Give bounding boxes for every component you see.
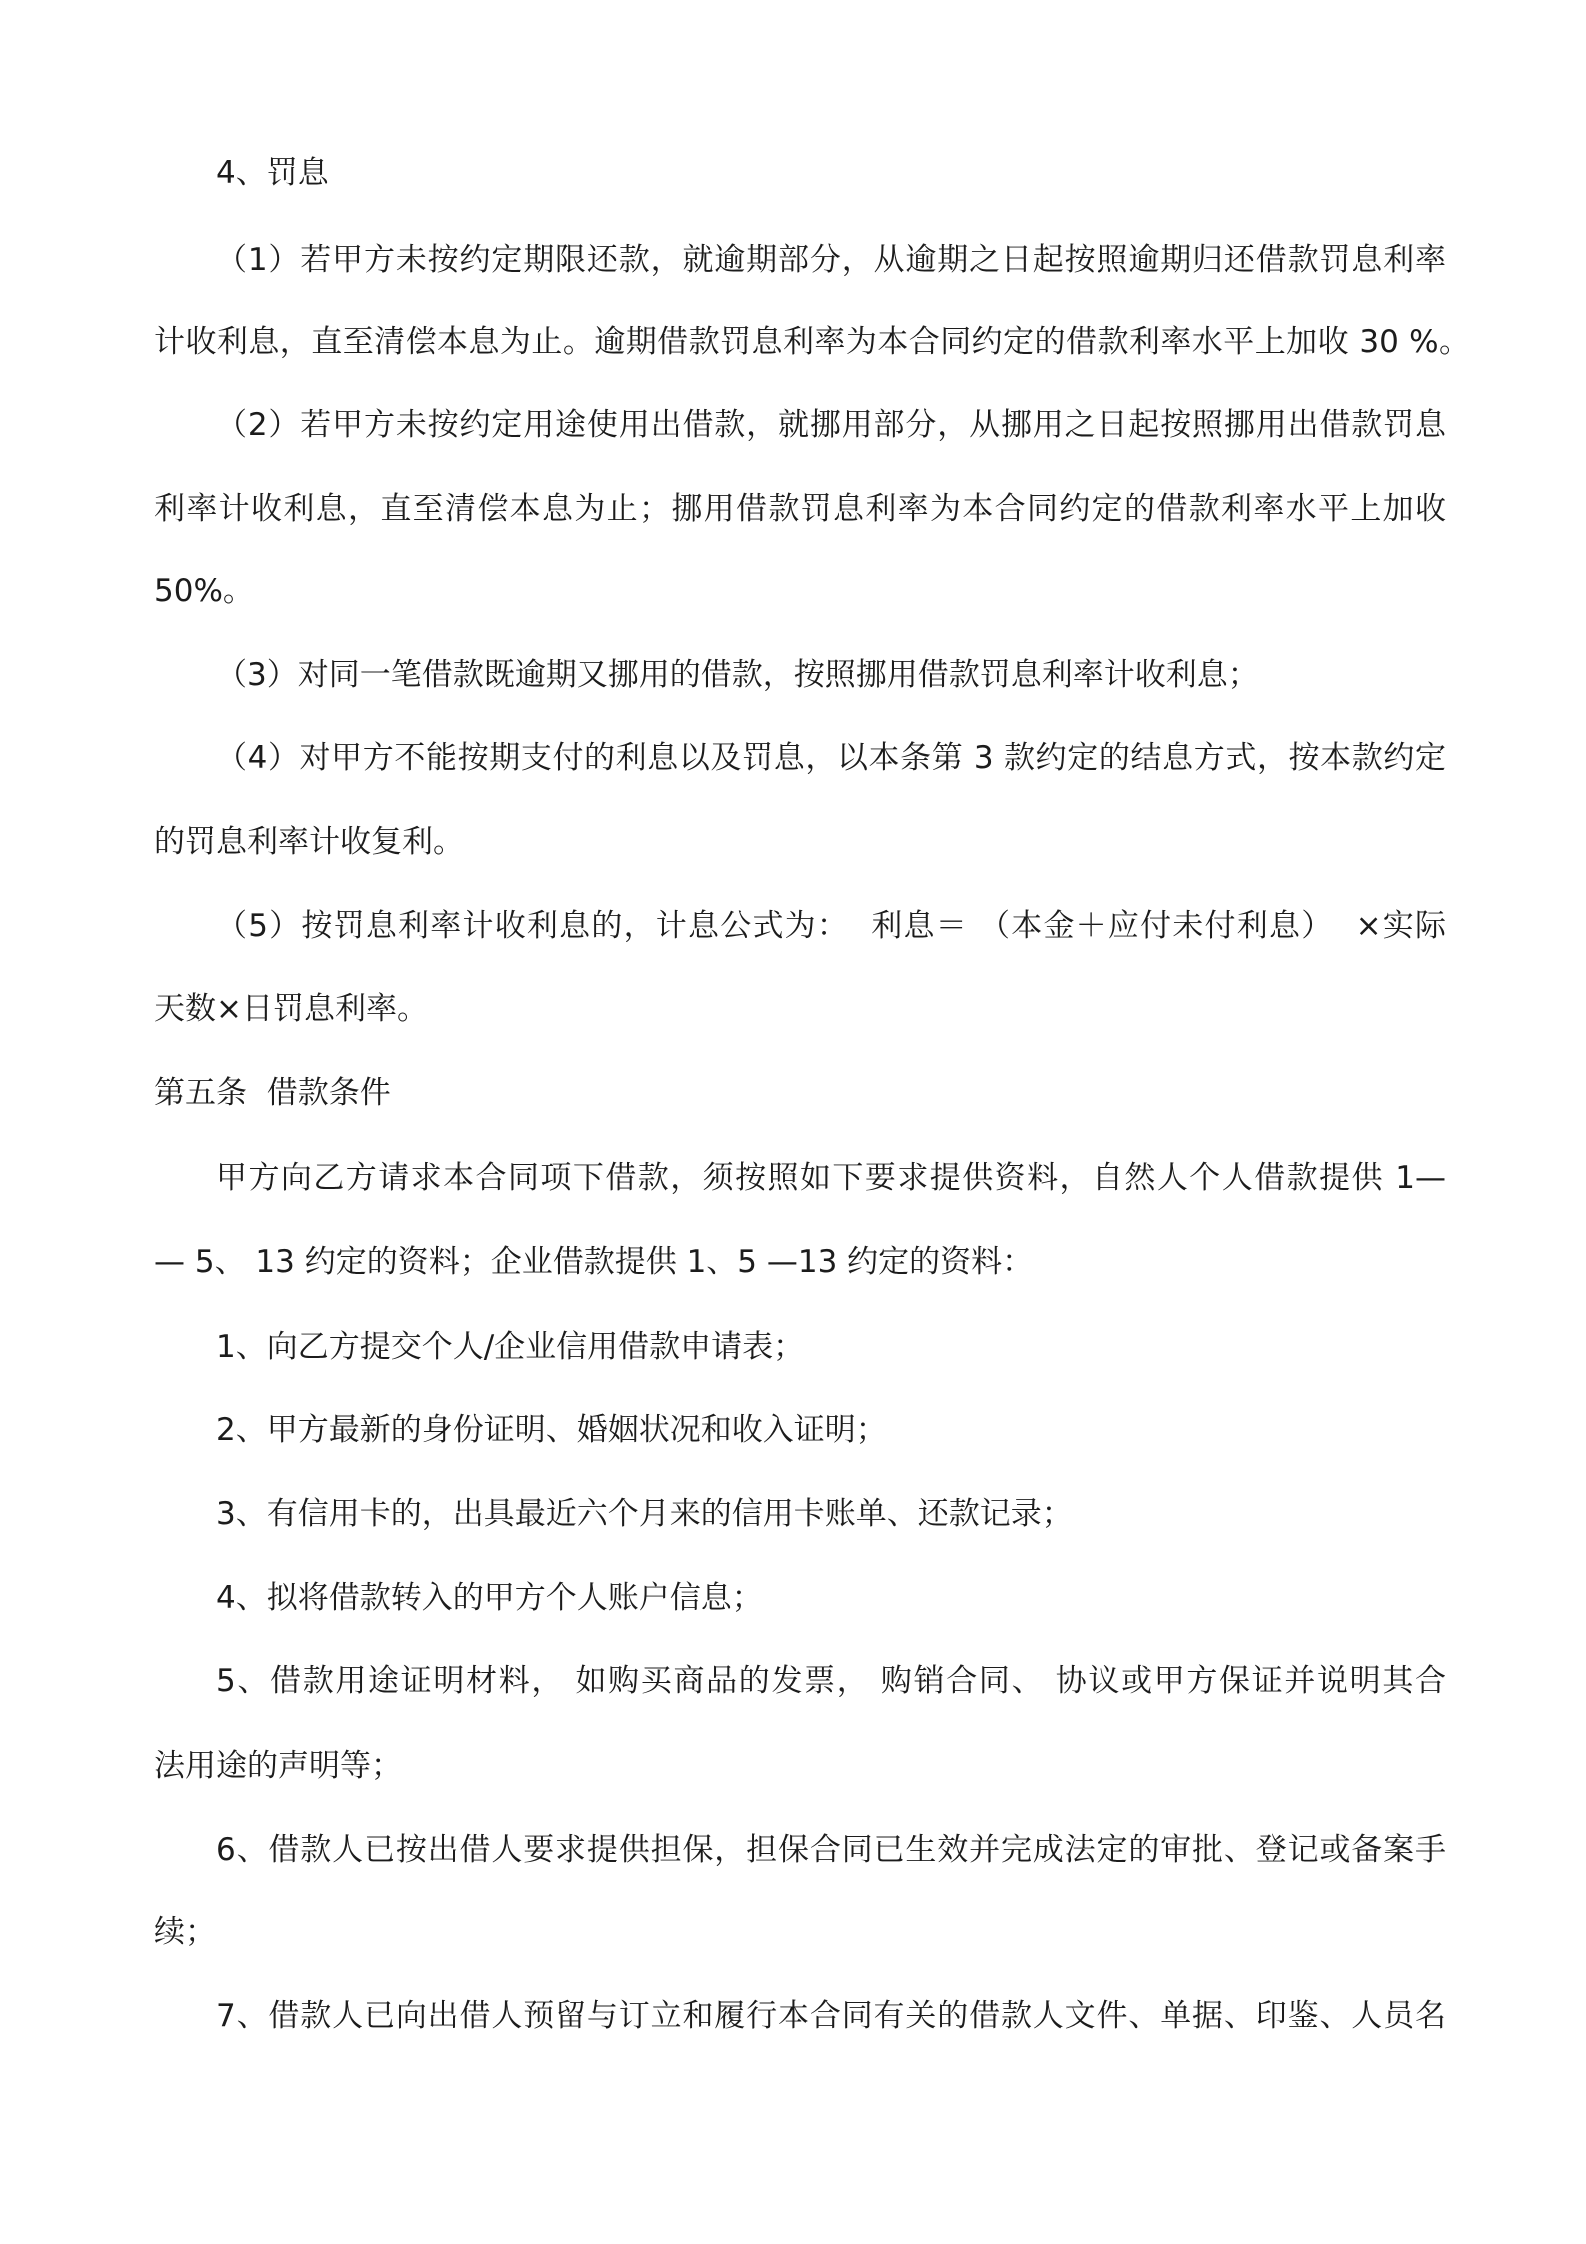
condition-item-5-line-2: 法用途的声明等； bbox=[154, 1748, 402, 1784]
condition-item-3: 3、有信用卡的，出具最近六个月来的信用卡账单、还款记录； bbox=[216, 1496, 1073, 1532]
penalty-item-2-line-2: 利率计收利息，直至清偿本息为止；挪用借款罚息利率为本合同约定的借款利率水平上加收 bbox=[154, 491, 1446, 527]
condition-item-4: 4、拟将借款转入的甲方个人账户信息； bbox=[216, 1580, 763, 1616]
penalty-item-3-line-1: （3）对同一笔借款既逾期又挪用的借款，按照挪用借款罚息利率计收利息； bbox=[216, 657, 1259, 693]
condition-item-1: 1、向乙方提交个人/企业信用借款申请表； bbox=[216, 1329, 805, 1365]
article-heading-loan-conditions: 第五条 借款条件 bbox=[154, 1075, 391, 1111]
article5-intro-line-2: — 5、 13 约定的资料；企业借款提供 1、5 —13 约定的资料： bbox=[154, 1244, 1034, 1280]
penalty-item-4-line-2: 的罚息利率计收复利。 bbox=[154, 824, 464, 860]
penalty-item-5-line-2: 天数×日罚息利率。 bbox=[154, 991, 428, 1027]
penalty-item-2-line-1: （2）若甲方未按约定用途使用出借款，就挪用部分，从挪用之日起按照挪用出借款罚息 bbox=[216, 407, 1446, 443]
penalty-item-1-line-2: 计收利息，直至清偿本息为止。逾期借款罚息利率为本合同约定的借款利率水平上加收 30 %。 bbox=[154, 324, 1470, 360]
penalty-item-2-line-3: 50%。 bbox=[154, 573, 254, 609]
article5-intro-line-1: 甲方向乙方请求本合同项下借款，须按照如下要求提供资料，自然人个人借款提供 1— bbox=[216, 1160, 1446, 1196]
penalty-item-1-line-1: （1）若甲方未按约定期限还款，就逾期部分，从逾期之日起按照逾期归还借款罚息利率 bbox=[216, 242, 1446, 278]
condition-item-7-line-1: 7、借款人已向出借人预留与订立和履行本合同有关的借款人文件、单据、印鉴、人员名 bbox=[216, 1998, 1446, 2034]
condition-item-5-line-1: 5、借款用途证明材料， 如购买商品的发票， 购销合同、 协议或甲方保证并说明其合 bbox=[216, 1663, 1446, 1699]
penalty-item-4-line-1: （4）对甲方不能按期支付的利息以及罚息，以本条第 3 款约定的结息方式，按本款约定 bbox=[216, 740, 1446, 776]
condition-item-2: 2、甲方最新的身份证明、婚姻状况和收入证明； bbox=[216, 1412, 887, 1448]
condition-item-6-line-1: 6、借款人已按出借人要求提供担保，担保合同已生效并完成法定的审批、登记或备案手 bbox=[216, 1832, 1446, 1868]
condition-item-6-line-2: 续； bbox=[154, 1914, 216, 1950]
section-heading-penalty-interest: 4、罚息 bbox=[216, 155, 329, 191]
penalty-item-5-line-1: （5）按罚息利率计收利息的，计息公式为： 利息＝ （本金＋应付未付利息） ×实际 bbox=[216, 908, 1446, 944]
